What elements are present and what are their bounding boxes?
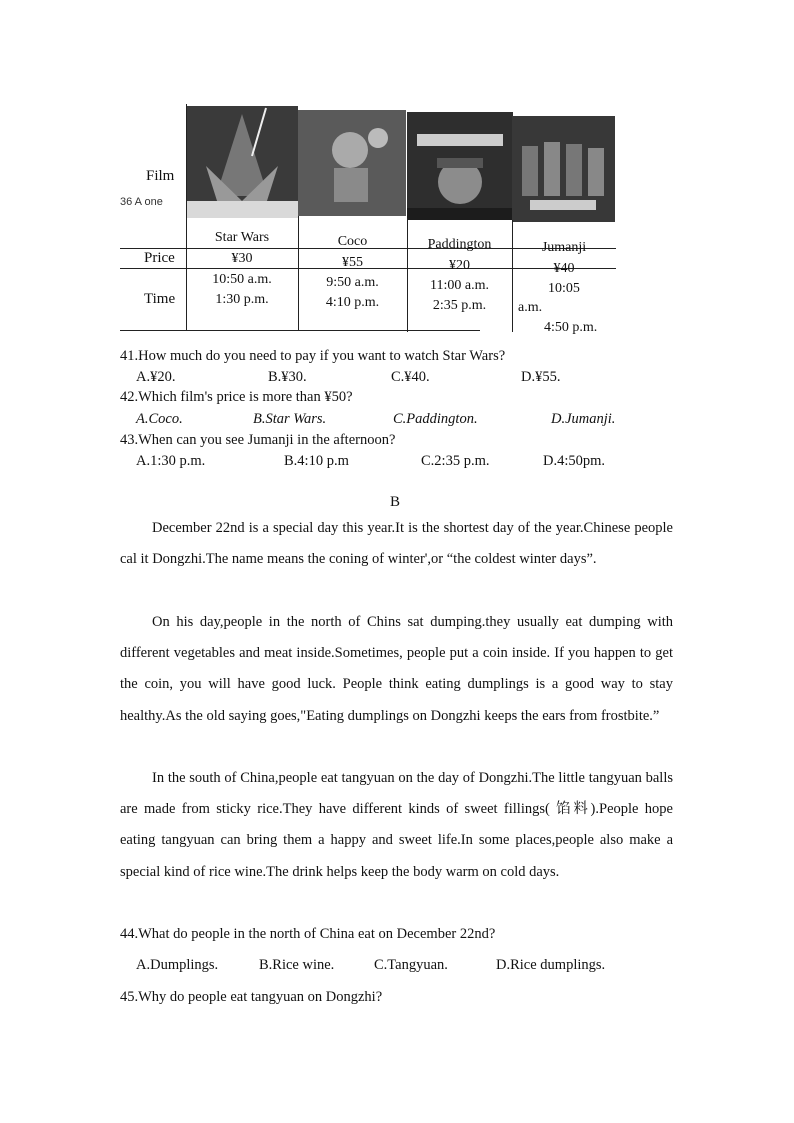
film-price: ¥55 [342, 255, 363, 270]
question-41: 41.How much do you need to pay if you want to watch Star Wars? [120, 348, 506, 364]
option[interactable]: D.¥55. [521, 369, 561, 385]
passage-paragraph-1: December 22nd is a special day this year.It is the shortest day of the year.Chinese people cal it Dongzhi.The name means the coning of winter',or “the coldest winter days”. [120, 520, 673, 568]
jumanji-poster [512, 116, 615, 222]
option[interactable]: C.Paddington. [393, 411, 478, 427]
passage-paragraph-3: In the south of China,people eat tangyuan on the day of Dongzhi.The little tangyuan balls are made from sticky rice.They have different kinds of sweet fillings( 馅料).People hope eating tangyuan can bring them a happy and sweet life.In some places,people also make a special kind of rice wine.The drink helps keep the body warm on cold days. [120, 770, 673, 880]
options-42 [0, 411, 794, 431]
question-42: 42.Which film's price is more than ¥50? [120, 389, 353, 405]
options-44 [0, 957, 794, 977]
option[interactable]: A.1:30 p.m. [136, 453, 206, 469]
paddington-poster [407, 112, 513, 220]
film-time: 4:10 p.m. [325, 295, 380, 310]
star-wars-poster [186, 106, 298, 218]
option[interactable]: B.4:10 p.m [284, 453, 349, 469]
film-time: 1:30 p.m. [215, 292, 269, 307]
film-time: 10:50 a.m. [212, 272, 272, 287]
question-43: 43.When can you see Jumanji in the afternoon? [120, 432, 396, 448]
film-time: 4:50 p.m. [544, 320, 598, 335]
option[interactable]: C.Tangyuan. [374, 957, 448, 973]
option[interactable]: B.¥30. [268, 369, 307, 385]
film-time: a.m. [518, 300, 543, 315]
table-line [407, 218, 408, 332]
row-label-price: Price [144, 250, 175, 266]
option[interactable]: C.2:35 p.m. [421, 453, 490, 469]
film-price: ¥30 [231, 251, 253, 266]
section-b-heading: B [390, 494, 401, 510]
option[interactable]: A.Coco. [136, 411, 183, 427]
table-line [120, 330, 480, 331]
film-name: Coco [337, 234, 368, 249]
question-45: 45.Why do people eat tangyuan on Dongzhi? [120, 989, 383, 1005]
option[interactable]: C.¥40. [391, 369, 430, 385]
film-time: 2:35 p.m. [432, 298, 487, 313]
row-label-time: Time [144, 291, 176, 307]
option[interactable]: A.Dumplings. [136, 957, 219, 973]
options-43 [0, 453, 794, 473]
option[interactable]: D.Jumanji. [551, 411, 616, 427]
passage-paragraph-2: On his day,people in the north of Chins sat dumping.they usually eat dumping with different vegetables and meat inside.Sometimes, people put a coin inside. If you happen to get the coin, you will have good luck. People think eating dumplings is a good way to stay healthy.As the old saying goes,"Eating dumplings on Dongzhi keeps the ears from frostbite.” [120, 614, 673, 724]
row-label-film: Film [146, 168, 175, 184]
question-44: 44.What do people in the north of China eat on December 22nd? [120, 926, 496, 942]
film-time: 9:50 a.m. [326, 275, 379, 290]
film-price: ¥20 [449, 258, 470, 273]
options-41 [0, 369, 794, 389]
film-name: Jumanji [541, 240, 587, 255]
film-price: ¥40 [553, 261, 575, 276]
option[interactable]: B.Star Wars. [253, 411, 327, 427]
film-table [120, 104, 616, 335]
film-time: 10:05 [548, 281, 580, 296]
option[interactable]: D.Rice dumplings. [496, 957, 606, 973]
film-name: Star Wars [214, 230, 270, 245]
partial-overlay-text: 36 A one [120, 196, 163, 208]
option[interactable]: B.Rice wine. [259, 957, 335, 973]
option[interactable]: D.4:50pm. [543, 453, 606, 469]
coco-poster [298, 110, 406, 216]
option[interactable]: A.¥20. [136, 369, 176, 385]
film-name: Paddington [427, 237, 492, 252]
film-time: 11:00 a.m. [430, 278, 489, 293]
